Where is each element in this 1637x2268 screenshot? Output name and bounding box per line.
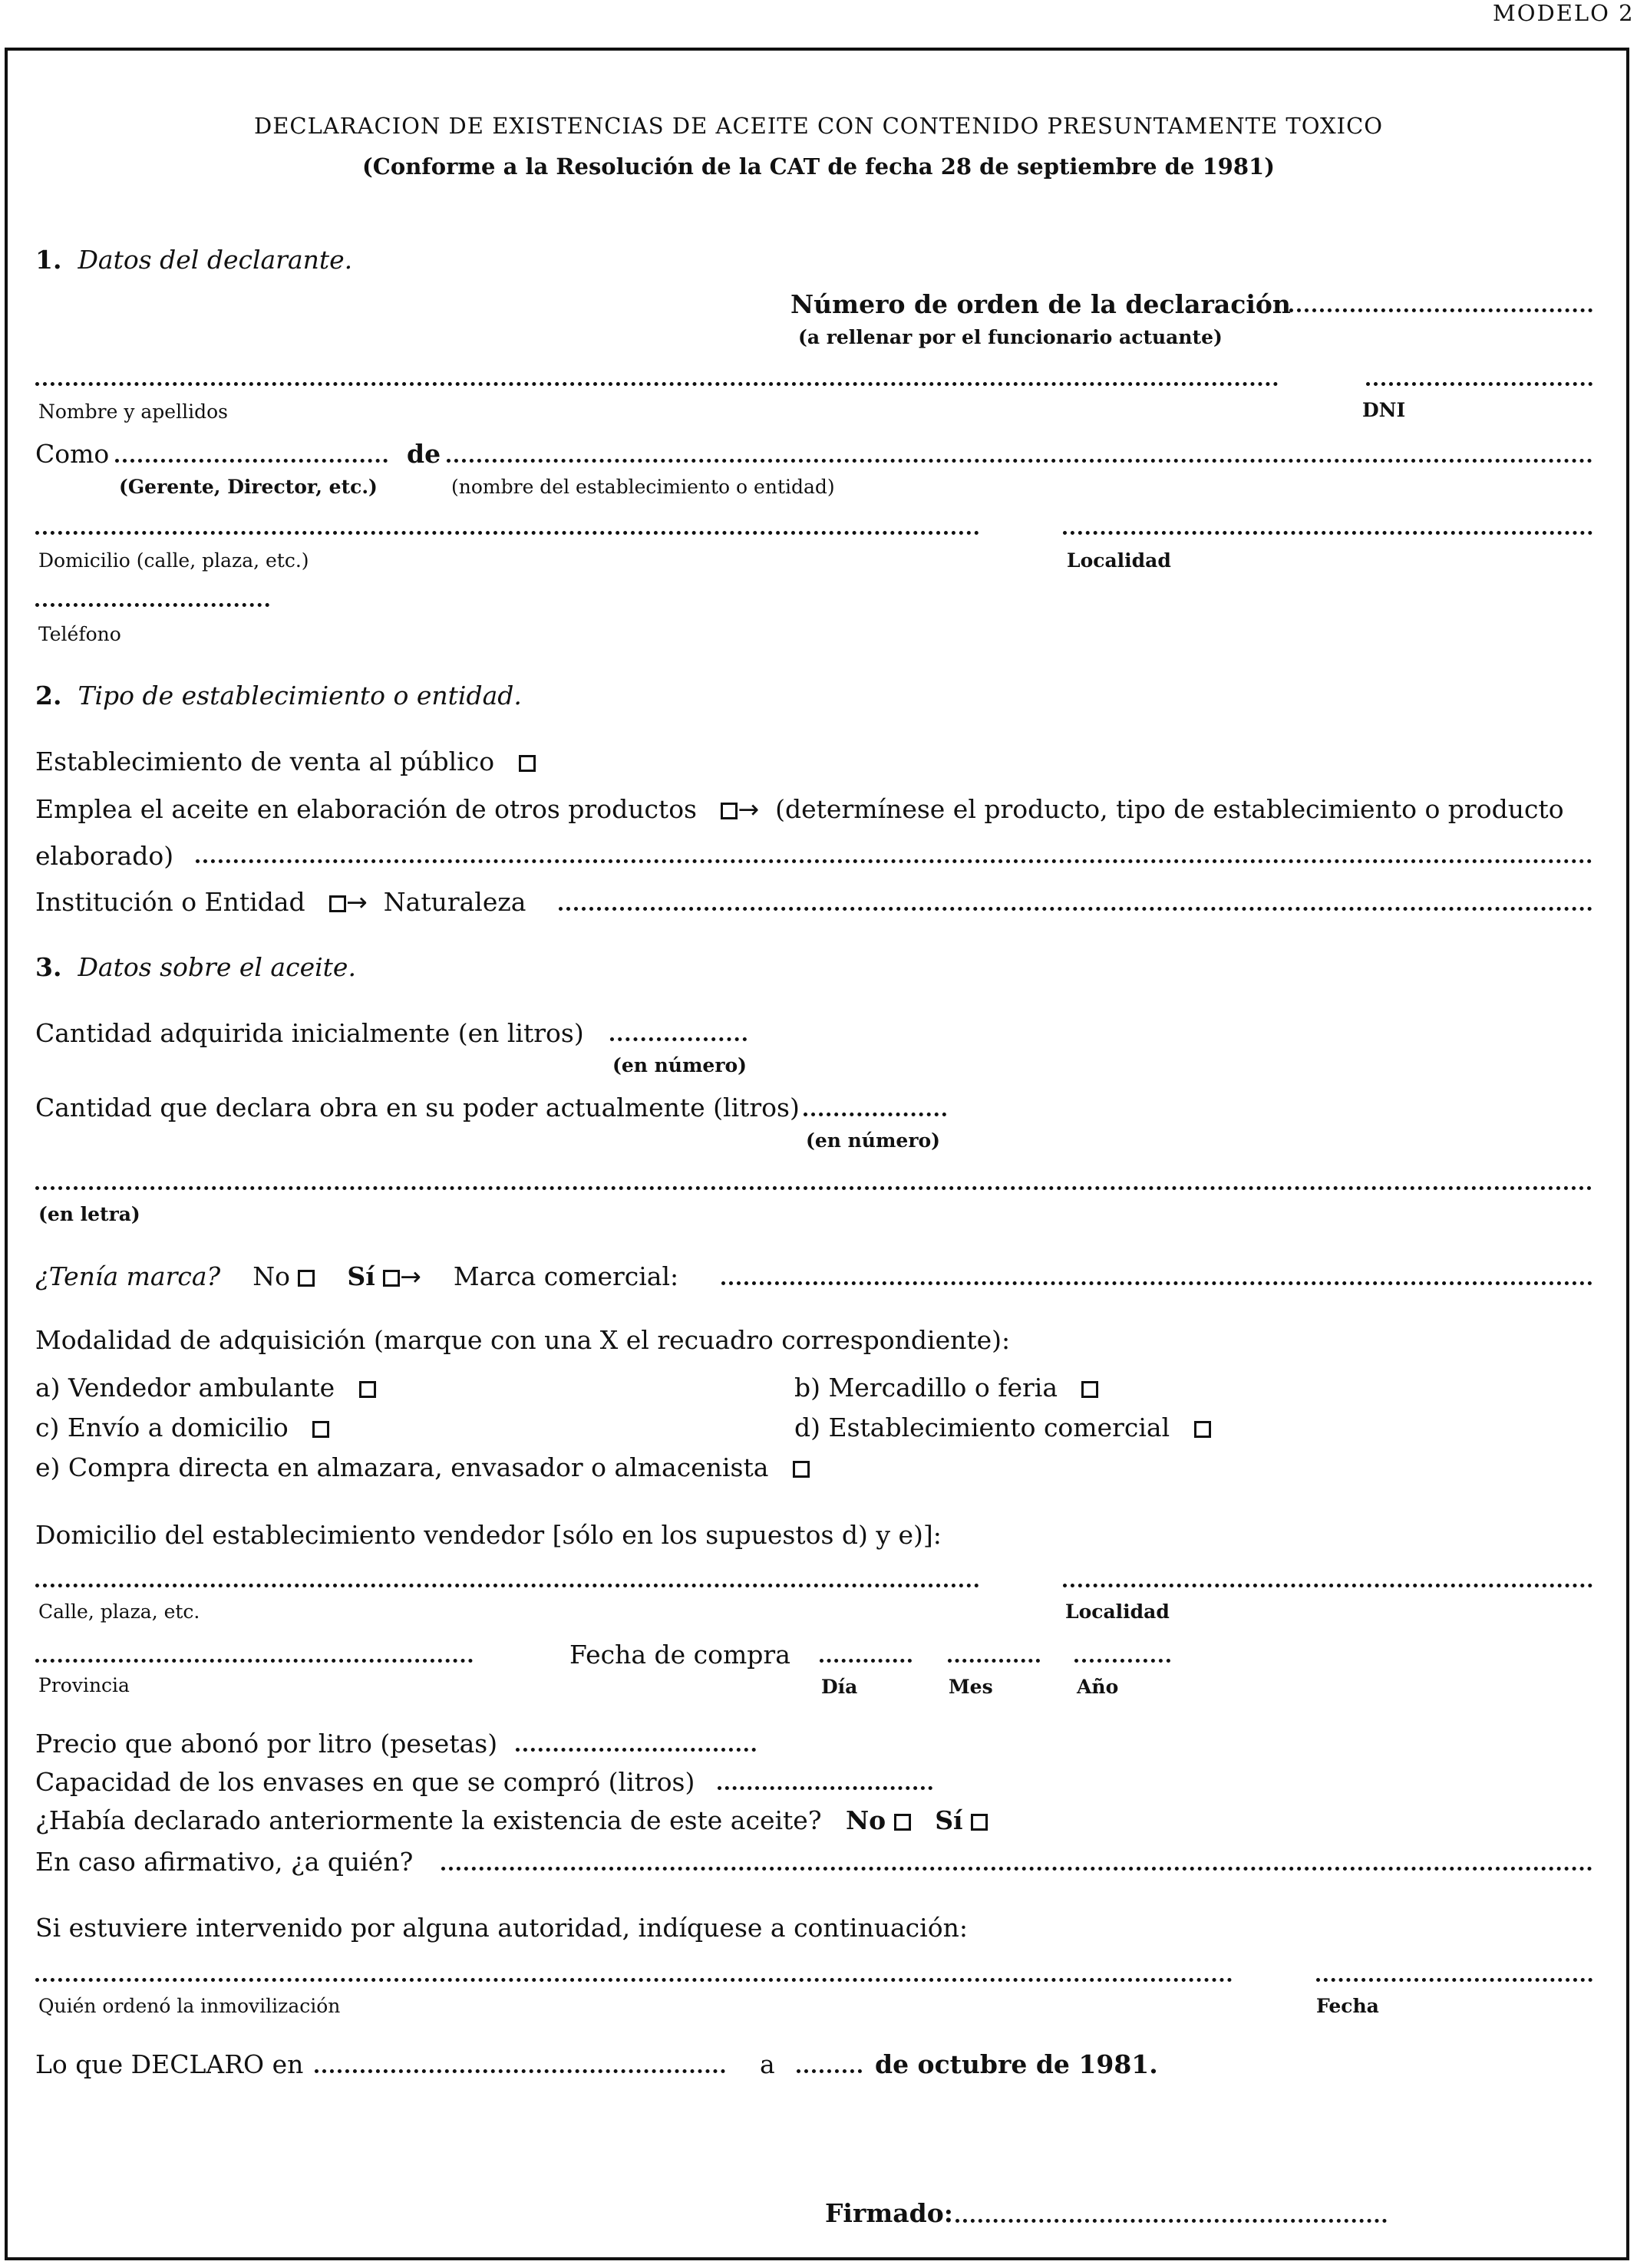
role-field[interactable] — [115, 459, 388, 463]
current-qty-note: (en número) — [806, 1129, 940, 1152]
province-label: Provincia — [38, 1674, 130, 1696]
order-number-field[interactable] — [1289, 308, 1592, 312]
seller-locality-label: Localidad — [1065, 1600, 1170, 1623]
declare-start-label: Lo que DECLARO en — [35, 2049, 304, 2079]
seller-address-label: Domicilio del establecimiento vendedor [sólo en los supuestos d) y e)]: — [35, 1520, 942, 1550]
arrow-right-icon: → — [346, 887, 368, 917]
month-label: Mes — [949, 1676, 993, 1698]
street-field[interactable] — [35, 1584, 979, 1587]
role-note: (Gerente, Director, etc.) — [119, 476, 378, 498]
acquisition-mode-label: Modalidad de adquisición (marque con una X el recuadro correspondiente): — [35, 1325, 1011, 1355]
dni-label: DNI — [1362, 399, 1406, 421]
option-b-checkbox[interactable] — [1081, 1381, 1098, 1398]
intervened-label: Si estuviere intervenido por alguna autoridad, indíquese a continuación: — [35, 1913, 968, 1943]
capacity-field[interactable] — [718, 1786, 932, 1790]
qty-letters-field[interactable] — [35, 1186, 1592, 1190]
option-e: e) Compra directa en almazara, envasador o almacenista — [35, 1453, 810, 1482]
elaborated-field[interactable] — [196, 859, 1592, 863]
public-sale-option: Establecimiento de venta al público — [35, 747, 536, 776]
order-number-label: Número de orden de la declaración — [790, 289, 1291, 319]
declared-no-checkbox[interactable] — [894, 1814, 911, 1831]
form-title: DECLARACION DE EXISTENCIAS DE ACEITE CON CONTENIDO PRESUNTAMENTE TOXICO — [253, 113, 1384, 139]
signed-label: Firmado: — [825, 2198, 953, 2228]
intervention-date-label: Fecha — [1316, 1995, 1379, 2017]
current-qty-label: Cantidad que declara obra en su poder actualmente (litros) — [35, 1093, 800, 1122]
option-d-checkbox[interactable] — [1194, 1421, 1211, 1438]
to-whom-label: En caso afirmativo, ¿a quién? — [35, 1847, 414, 1877]
address-field[interactable] — [35, 531, 979, 535]
option-e-checkbox[interactable] — [793, 1461, 810, 1478]
current-qty-field[interactable] — [804, 1113, 946, 1116]
province-field[interactable] — [35, 1659, 473, 1663]
who-ordered-field[interactable] — [35, 1978, 1233, 1982]
day-field[interactable] — [820, 1659, 912, 1663]
capacity-label: Capacidad de los envases en que se compró (litros) — [35, 1767, 695, 1797]
name-field[interactable] — [35, 382, 1279, 386]
phone-field[interactable] — [35, 603, 269, 607]
option-a-checkbox[interactable] — [359, 1381, 376, 1398]
option-d: d) Establecimiento comercial — [794, 1413, 1211, 1442]
institution-option: Institución o Entidad → Naturaleza — [35, 887, 526, 917]
public-sale-checkbox[interactable] — [519, 755, 536, 772]
de-label: de — [407, 439, 441, 469]
declared-before-question: ¿Había declarado anteriormente la existencia de este aceite? No Sí — [35, 1806, 988, 1835]
institution-checkbox[interactable] — [329, 895, 346, 912]
a-label: a — [760, 2049, 775, 2079]
year-field[interactable] — [1074, 1659, 1170, 1663]
elaboration-checkbox[interactable] — [721, 803, 738, 819]
declared-yes-checkbox[interactable] — [971, 1814, 988, 1831]
price-label: Precio que abonó por litro (pesetas) — [35, 1729, 498, 1759]
street-label: Calle, plaza, etc. — [38, 1600, 200, 1623]
option-a: a) Vendedor ambulante — [35, 1373, 376, 1403]
seller-locality-field[interactable] — [1063, 1584, 1592, 1587]
who-ordered-label: Quién ordenó la inmovilización — [38, 1995, 341, 2017]
brand-question: ¿Tenía marca? No Sí → Marca comercial: — [35, 1261, 679, 1291]
entity-note: (nombre del establecimiento o entidad) — [451, 476, 835, 498]
initial-qty-note: (en número) — [612, 1054, 747, 1076]
brand-no-checkbox[interactable] — [298, 1270, 315, 1287]
month-field[interactable] — [948, 1659, 1040, 1663]
intervention-date-field[interactable] — [1316, 1978, 1592, 1982]
section1-heading: 1. Datos del declarante. — [35, 245, 353, 275]
option-c: c) Envío a domicilio — [35, 1413, 329, 1442]
form-subtitle: (Conforme a la Resolución de la CAT de fecha 28 de septiembre de 1981) — [362, 153, 1275, 180]
initial-qty-field[interactable] — [610, 1037, 747, 1041]
purchase-date-label: Fecha de compra — [569, 1640, 790, 1670]
model-label: MODELO 2 — [1493, 0, 1635, 26]
to-whom-field[interactable] — [441, 1867, 1592, 1871]
locality-field[interactable] — [1063, 531, 1592, 535]
elaborated-label: elaborado) — [35, 841, 174, 871]
brand-yes-checkbox[interactable] — [383, 1270, 400, 1287]
arrow-right-icon: → — [738, 794, 760, 824]
section3-heading: 3. Datos sobre el aceite. — [35, 952, 356, 982]
initial-qty-label: Cantidad adquirida inicialmente (en litros) — [35, 1018, 584, 1048]
order-number-note: (a rellenar por el funcionario actuante) — [798, 326, 1223, 348]
elaboration-option: Emplea el aceite en elaboración de otros productos → (determínese el producto, tipo de establecimiento o producto — [35, 794, 1564, 824]
option-b: b) Mercadillo o feria — [794, 1373, 1098, 1403]
declare-place-field[interactable] — [315, 2069, 725, 2073]
como-label: Como — [35, 439, 110, 469]
phone-label: Teléfono — [38, 623, 121, 645]
brand-field[interactable] — [721, 1281, 1592, 1285]
name-label: Nombre y apellidos — [38, 401, 228, 423]
signature-field[interactable] — [955, 2219, 1387, 2223]
nature-field[interactable] — [559, 907, 1592, 911]
locality-label: Localidad — [1067, 549, 1171, 572]
qty-letters-note: (en letra) — [38, 1203, 140, 1225]
declare-day-field[interactable] — [797, 2069, 862, 2073]
year-label: Año — [1077, 1676, 1119, 1698]
section2-heading: 2. Tipo de establecimiento o entidad. — [35, 681, 522, 710]
declare-end-label: de octubre de 1981. — [875, 2049, 1158, 2079]
address-label: Domicilio (calle, plaza, etc.) — [38, 549, 309, 572]
arrow-right-icon: → — [400, 1261, 421, 1291]
entity-field[interactable] — [447, 459, 1592, 463]
option-c-checkbox[interactable] — [312, 1421, 329, 1438]
day-label: Día — [821, 1676, 858, 1698]
dni-field[interactable] — [1366, 382, 1592, 386]
price-field[interactable] — [516, 1748, 756, 1752]
